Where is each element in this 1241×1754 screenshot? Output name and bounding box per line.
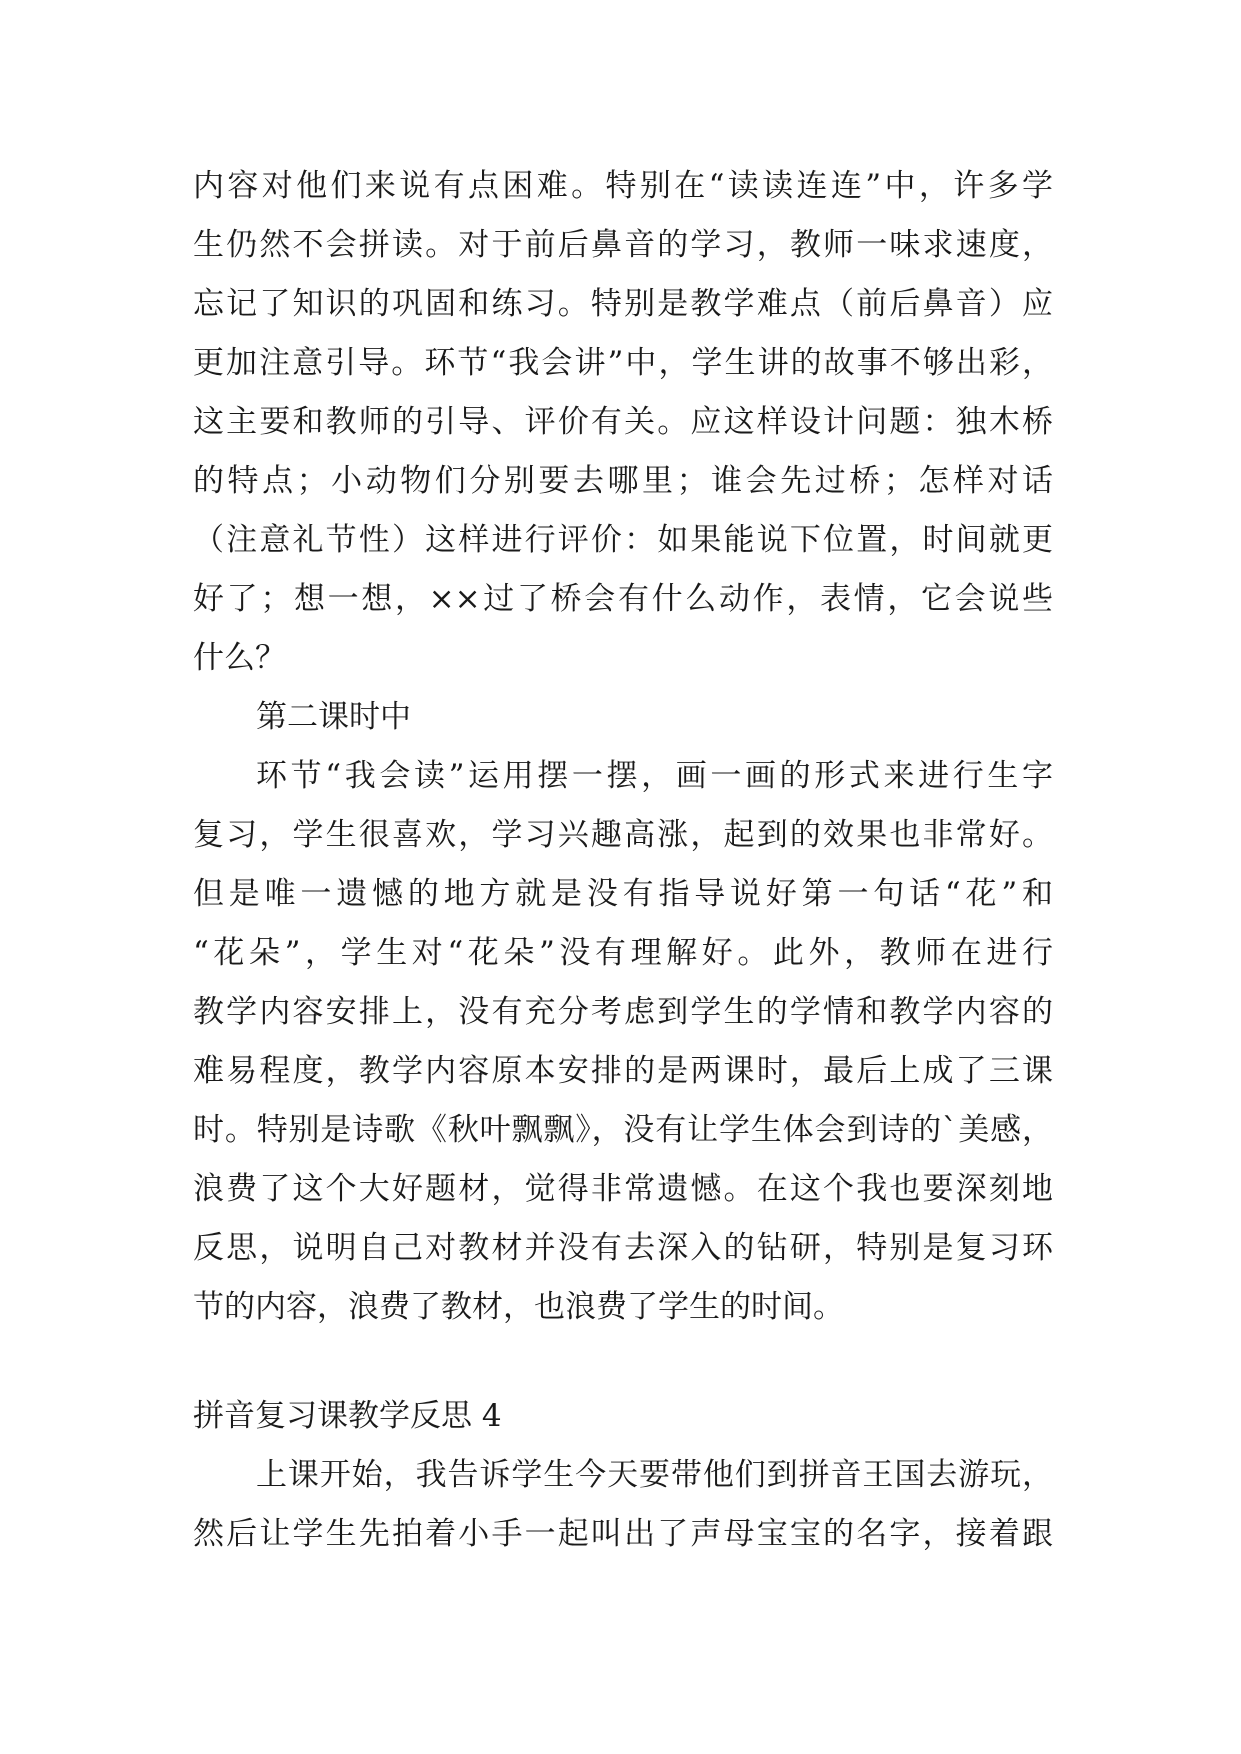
paragraph-line: 反思，说明自己对教材并没有去深入的钻研，特别是复习环 (193, 1230, 1053, 1266)
paragraph-line: “花朵”，学生对“花朵”没有理解好。此外，教师在进行 (193, 935, 1053, 971)
paragraph-line: 但是唯一遗憾的地方就是没有指导说好第一句话“花”和 (193, 876, 1053, 912)
paragraph-line: 内容对他们来说有点困难。特别在“读读连连”中，许多学 (193, 168, 1053, 204)
paragraph-line: 难易程度，教学内容原本安排的是两课时，最后上成了三课 (193, 1053, 1053, 1089)
section-title: 拼音复习课教学反思 4 (193, 1398, 502, 1434)
paragraph-line: 更加注意引导。环节“我会讲”中，学生讲的故事不够出彩， (193, 345, 1053, 381)
paragraph-line: 节的内容，浪费了教材，也浪费了学生的时间。 (193, 1289, 844, 1325)
paragraph-line: 教学内容安排上，没有充分考虑到学生的学情和教学内容的 (193, 994, 1053, 1030)
paragraph-line: 忘记了知识的巩固和练习。特别是教学难点（前后鼻音）应 (193, 286, 1053, 322)
paragraph-line: 时。特别是诗歌《秋叶飘飘》，没有让学生体会到诗的`美感， (193, 1112, 1053, 1148)
paragraph-line: 好了；想一想，××过了桥会有什么动作，表情，它会说些 (193, 581, 1053, 617)
paragraph-line: 这主要和教师的引导、评价有关。应这样设计问题：独木桥 (193, 404, 1053, 440)
paragraph-line: 什么？ (193, 640, 286, 676)
paragraph-line: 然后让学生先拍着小手一起叫出了声母宝宝的名字，接着跟 (193, 1516, 1053, 1552)
section-subheading: 第二课时中 (256, 699, 411, 735)
paragraph-line: 的特点；小动物们分别要去哪里；谁会先过桥；怎样对话 (193, 463, 1053, 499)
paragraph-line: （注意礼节性）这样进行评价：如果能说下位置，时间就更 (193, 522, 1053, 558)
paragraph-line: 复习，学生很喜欢，学习兴趣高涨，起到的效果也非常好。 (193, 817, 1053, 853)
paragraph-line: 浪费了这个大好题材，觉得非常遗憾。在这个我也要深刻地 (193, 1171, 1053, 1207)
paragraph-line: 上课开始，我告诉学生今天要带他们到拼音王国去游玩， (256, 1457, 1053, 1493)
paragraph-line: 环节“我会读”运用摆一摆，画一画的形式来进行生字 (256, 758, 1053, 794)
paragraph-line: 生仍然不会拼读。对于前后鼻音的学习，教师一味求速度， (193, 227, 1053, 263)
